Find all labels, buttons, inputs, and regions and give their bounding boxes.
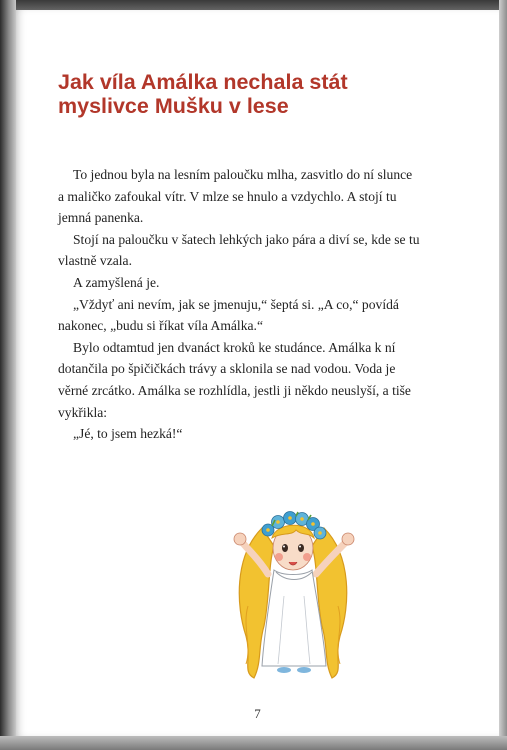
text-line: nakonec, „budu si říkat víla Amálka.“ xyxy=(58,318,263,334)
text-line: a maličko zafoukal vítr. V mlze se hnulo a vzdychlo. A stojí tu xyxy=(58,188,397,204)
right-hand xyxy=(342,533,354,545)
right-cheek xyxy=(303,553,311,561)
paragraph xyxy=(58,229,458,272)
chapter-title xyxy=(58,70,478,118)
text-line: věrné zrcátko. Amálka se rozhlídla, jestli ji někdo neuslyší, a tiše xyxy=(58,382,411,398)
book-spine-shadow xyxy=(0,0,16,750)
paragraph xyxy=(58,164,458,229)
paragraph xyxy=(58,294,458,337)
right-foot xyxy=(297,667,311,673)
eye-highlight xyxy=(283,546,285,548)
left-eye xyxy=(282,544,288,552)
text-line: To jednou byla na lesním paloučku mlha, zasvitlo do ní slunce xyxy=(73,167,413,182)
scan-right-edge xyxy=(499,0,507,750)
chapter-title-line: Jak víla Amálka nechala stát xyxy=(58,70,348,94)
text-line: vlastně vzala. xyxy=(58,253,132,269)
text-line: „Vždyť ani nevím, jak se jmenuju,“ šeptá si. „A co,“ povídá xyxy=(73,296,399,312)
chapter-title-line: myslivce Mušku v lese xyxy=(58,94,289,118)
eye-highlight xyxy=(299,546,301,548)
scan-bottom-edge xyxy=(0,736,507,750)
left-cheek xyxy=(275,553,283,561)
left-hand xyxy=(234,533,246,545)
text-line: Bylo odtamtud jen dvanáct kroků ke studánce. Amálka k ní xyxy=(73,339,396,355)
story-text xyxy=(58,164,458,445)
text-line: jemná panenka. xyxy=(58,210,144,226)
text-line: „Jé, to jsem hezká!“ xyxy=(73,426,183,442)
text-line: A zamyšlená je. xyxy=(73,274,160,290)
text-line: vykřikla: xyxy=(58,404,108,420)
paragraph xyxy=(58,423,458,445)
page-number: 7 xyxy=(254,706,261,721)
right-eye xyxy=(298,544,304,552)
paragraph xyxy=(58,337,458,423)
left-foot xyxy=(277,667,291,673)
text-line: dotančila po špičičkách trávy a sklonila se nad vodou. Voda je xyxy=(58,361,396,377)
white-dress xyxy=(262,570,326,666)
paragraph xyxy=(58,272,458,294)
text-line: Stojí na paloučku v šatech lehkých jako pára a diví se, kde se tu xyxy=(73,231,420,247)
fairy-amalka-illustration xyxy=(212,486,372,686)
book-page xyxy=(16,10,499,736)
